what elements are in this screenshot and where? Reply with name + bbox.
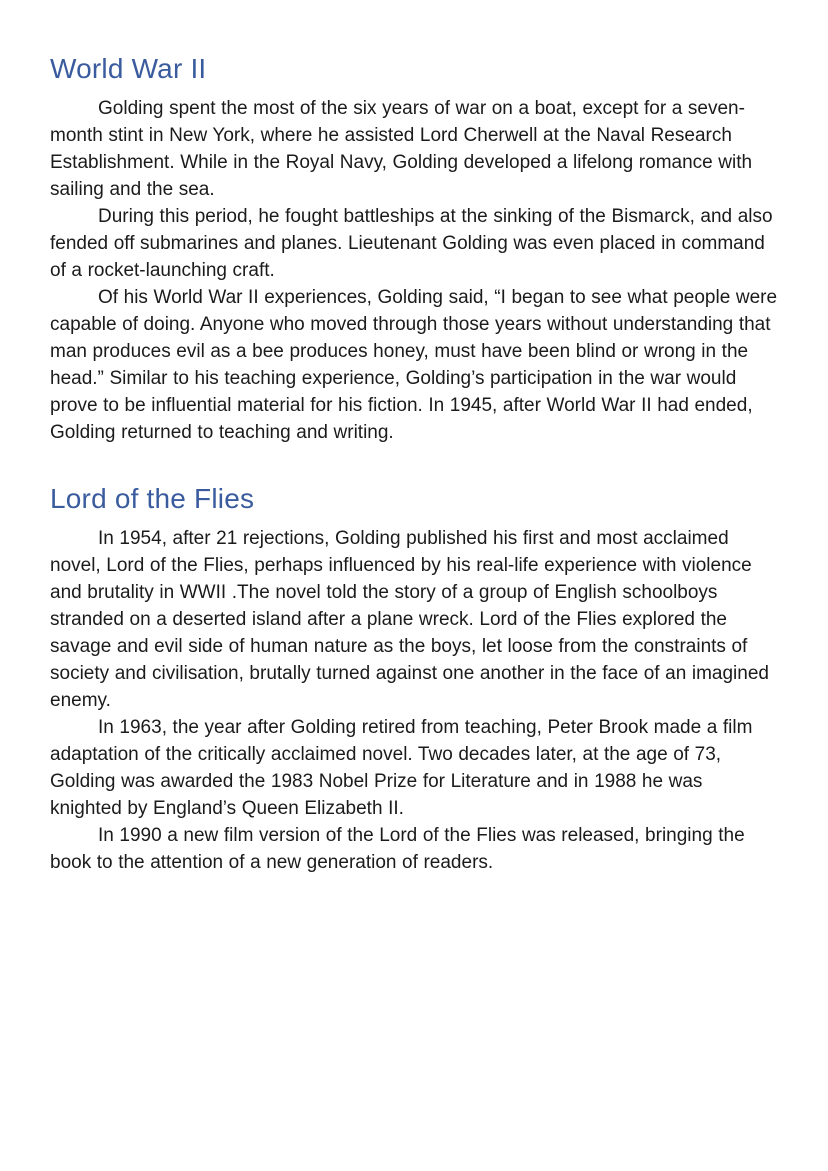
paragraph-wwii-boat: Golding spent the most of the six years of war on a boat, except for a seven-month stint in New York, where he assisted Lord Cherwell at the Naval Research Establishment. While in the Royal Navy, Golding developed a lifelong romance with sailing and the sea. bbox=[50, 98, 753, 200]
paragraph-wwii-battleships: During this period, he fought battleships at the sinking of the Bismarck, and also fended off submarines and planes. Lieutenant Golding was even placed in command of a rocket-launching craft. bbox=[50, 206, 773, 281]
section-lord-of-the-flies bbox=[50, 482, 778, 876]
paragraph-lotf-1990-film: In 1990 a new film version of the Lord of the Flies was released, bringing the book to the attention of a new generation of readers. bbox=[50, 825, 745, 873]
section-world-war-ii bbox=[50, 52, 778, 446]
paragraph-lotf-publication: In 1954, after 21 rejections, Golding published his first and most acclaimed novel, Lord of the Flies, perhaps influenced by his real-life experience with violence and brutality in WWII .The novel told the story of a group of English schoolboys stranded on a deserted island after a plane wreck. Lord of the Flies explored the savage and evil side of human nature as the boys, let loose from the constraints of society and civilisation, brutally turned against one another in the face of an imagined enemy. bbox=[50, 528, 769, 711]
paragraph-wwii-experiences: Of his World War II experiences, Golding said, “I began to see what people were capable of doing. Anyone who moved through those years without understanding that man produces evil as a bee produces honey, must have been blind or wrong in the head.” Similar to his teaching experience, Golding’s participation in the war would prove to be influential material for his fiction. In 1945, after World War II had ended, Golding returned to teaching and writing. bbox=[50, 287, 778, 443]
paragraph-lotf-film-nobel: In 1963, the year after Golding retired from teaching, Peter Brook made a film adaptation of the critically acclaimed novel. Two decades later, at the age of 73, Golding was awarded the 1983 Nobel Prize for Literature and in 1988 he was knighted by England’s Queen Elizabeth II. bbox=[50, 717, 753, 819]
section-heading-lord-of-the-flies: Lord of the Flies bbox=[50, 483, 255, 514]
section-heading-world-war-ii: World War II bbox=[50, 53, 207, 84]
